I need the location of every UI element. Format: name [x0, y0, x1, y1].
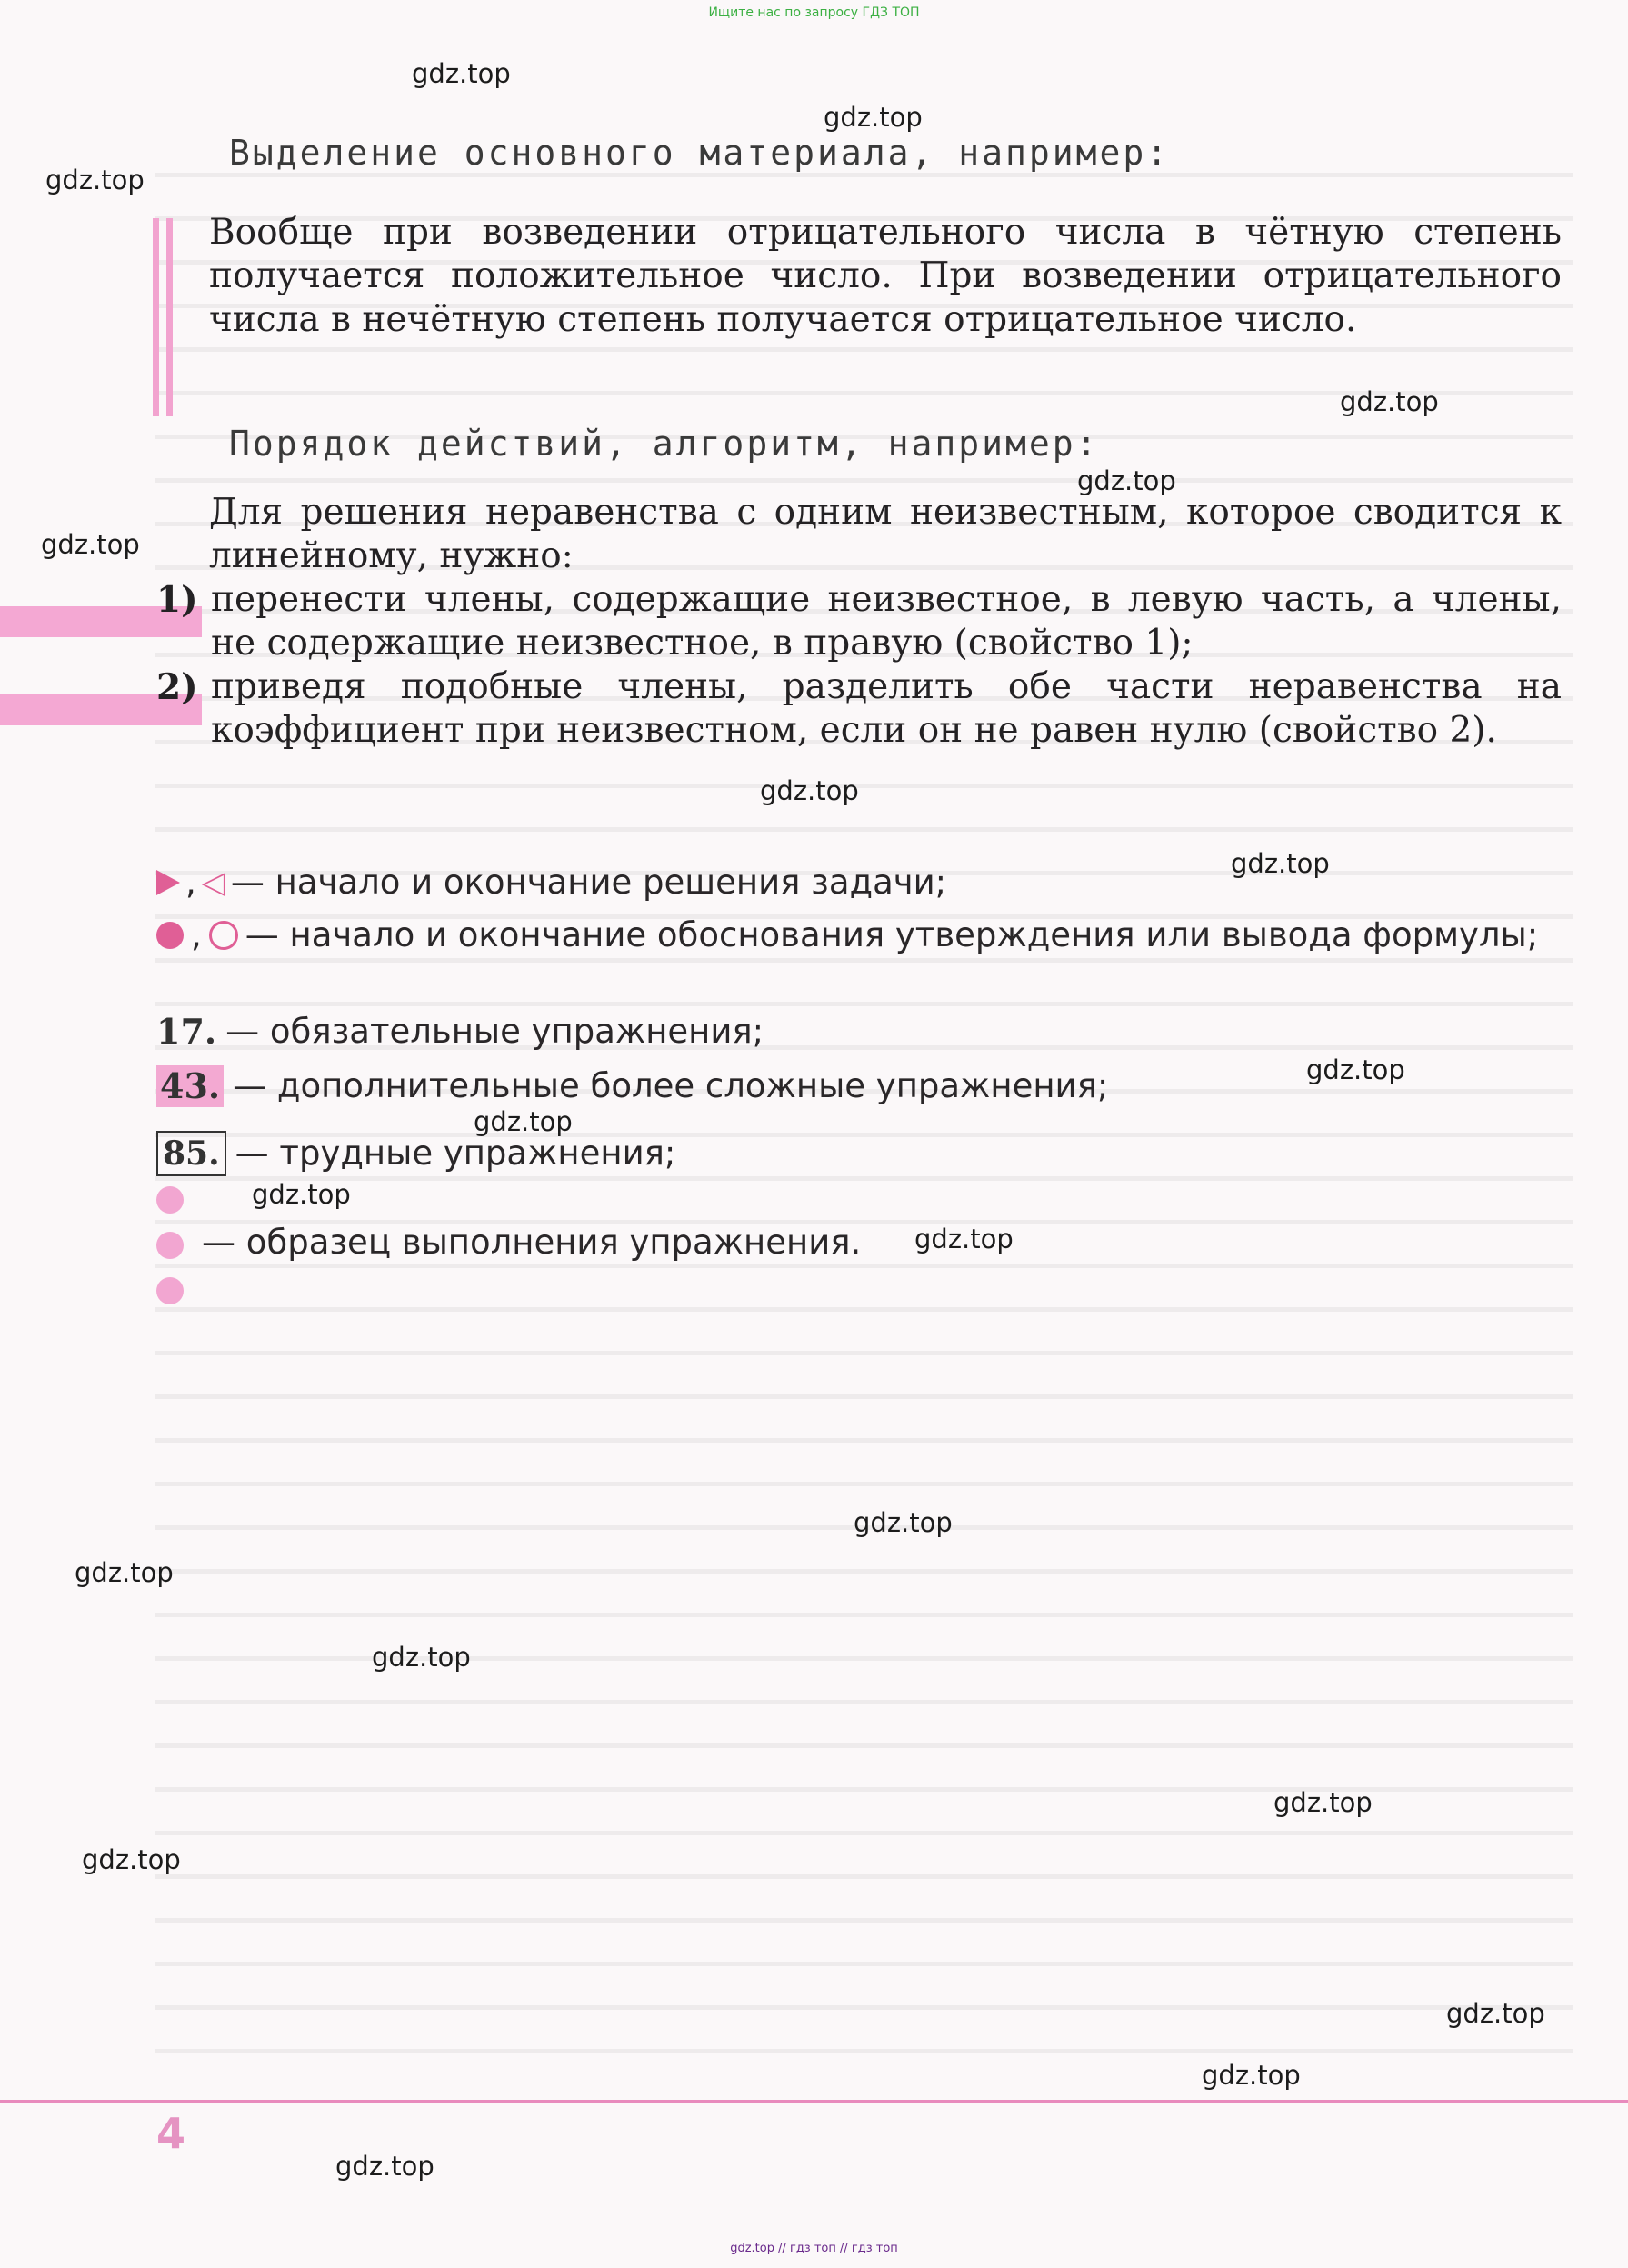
legend-sep: , — [185, 863, 196, 902]
legend-sample: — образец выполнения упражнения. — [202, 1223, 862, 1262]
watermark: gdz.top — [760, 775, 859, 806]
algorithm-step — [156, 665, 1562, 753]
watermark: gdz.top — [854, 1507, 953, 1538]
step-number: 2) — [156, 666, 198, 708]
exercise-number-boxed: 85. — [156, 1131, 226, 1176]
watermark: gdz.top — [1231, 848, 1330, 879]
watermark: gdz.top — [474, 1106, 573, 1137]
watermark: gdz.top — [1077, 465, 1176, 496]
highlight-sidebar — [153, 218, 176, 416]
filled-circle-icon — [156, 922, 184, 949]
legend-mandatory — [156, 1011, 764, 1053]
legend-triangles — [156, 862, 1562, 904]
footer-rule — [0, 2100, 1628, 2103]
filled-triangle-icon — [156, 870, 180, 895]
watermark: gdz.top — [914, 1224, 1014, 1254]
algorithm-intro: Для решения неравенства с одним неизвестным, которое сводится к линейному, нужно: — [209, 492, 1562, 576]
watermark: gdz.top — [1340, 386, 1439, 417]
page-number: 4 — [156, 2109, 186, 2158]
algorithm-step — [156, 578, 1562, 665]
legend-text: — начало и окончание решения задачи; — [230, 863, 947, 902]
open-circle-icon — [209, 921, 238, 950]
exercise-number-plain: 17. — [156, 1011, 217, 1052]
watermark: gdz.top — [75, 1557, 174, 1588]
heading-algorithm: Порядок действий, алгоритм, например: — [229, 424, 1100, 464]
header-note: Ищите нас по запросу ГДЗ ТОП — [708, 5, 920, 20]
watermark: gdz.top — [45, 165, 145, 195]
watermark: gdz.top — [252, 1179, 351, 1210]
watermark: gdz.top — [1446, 1998, 1545, 2029]
watermark: gdz.top — [335, 2151, 434, 2182]
open-triangle-icon: ◁ — [201, 864, 225, 901]
legend-text: — обязательные упражнения; — [225, 1012, 764, 1051]
legend-text: — дополнительные более сложные упражнения; — [233, 1066, 1109, 1105]
watermark: gdz.top — [372, 1642, 471, 1673]
watermark: gdz.top — [824, 102, 923, 133]
legend-text: — трудные упражнения; — [235, 1134, 676, 1173]
sample-dot-icon — [156, 1232, 184, 1259]
step-number: 1) — [156, 579, 198, 621]
main-paragraph: Вообще при возведении отрицательного числа в чётную степень получается положительное число. При возведении отрицательного числа в нечётную степень получается отрицательное число. — [209, 212, 1562, 340]
sample-dot-icon — [156, 1186, 184, 1214]
watermark: gdz.top — [412, 58, 511, 89]
footer-note: gdz.top // гдз топ // гдз топ — [730, 2242, 898, 2255]
legend-hard — [156, 1131, 675, 1176]
watermark: gdz.top — [1306, 1054, 1405, 1085]
step-text: приведя подобные члены, разделить обе части неравенства на коэффициент при неизвестном, если он не равен нулю (свойство 2). — [211, 666, 1562, 751]
watermark: gdz.top — [1273, 1787, 1373, 1818]
legend-text: — начало и окончание обоснования утверждения или вывода формулы; — [245, 915, 1539, 954]
exercise-number-highlighted: 43. — [156, 1065, 224, 1107]
sample-dot-icon — [156, 1277, 184, 1304]
heading-main-material: Выделение основного материала, например: — [229, 133, 1171, 173]
legend-circles — [156, 914, 1562, 956]
watermark: gdz.top — [41, 529, 140, 560]
watermark: gdz.top — [82, 1844, 181, 1875]
algorithm-block — [156, 491, 1562, 753]
step-text: перенести члены, содержащие неизвестное, в левую часть, а члены, не содержащие неизвестное, в правую (свойство 1); — [211, 579, 1562, 664]
watermark: gdz.top — [1202, 2060, 1301, 2091]
legend-sep: , — [191, 915, 202, 954]
legend-additional — [156, 1065, 1108, 1107]
